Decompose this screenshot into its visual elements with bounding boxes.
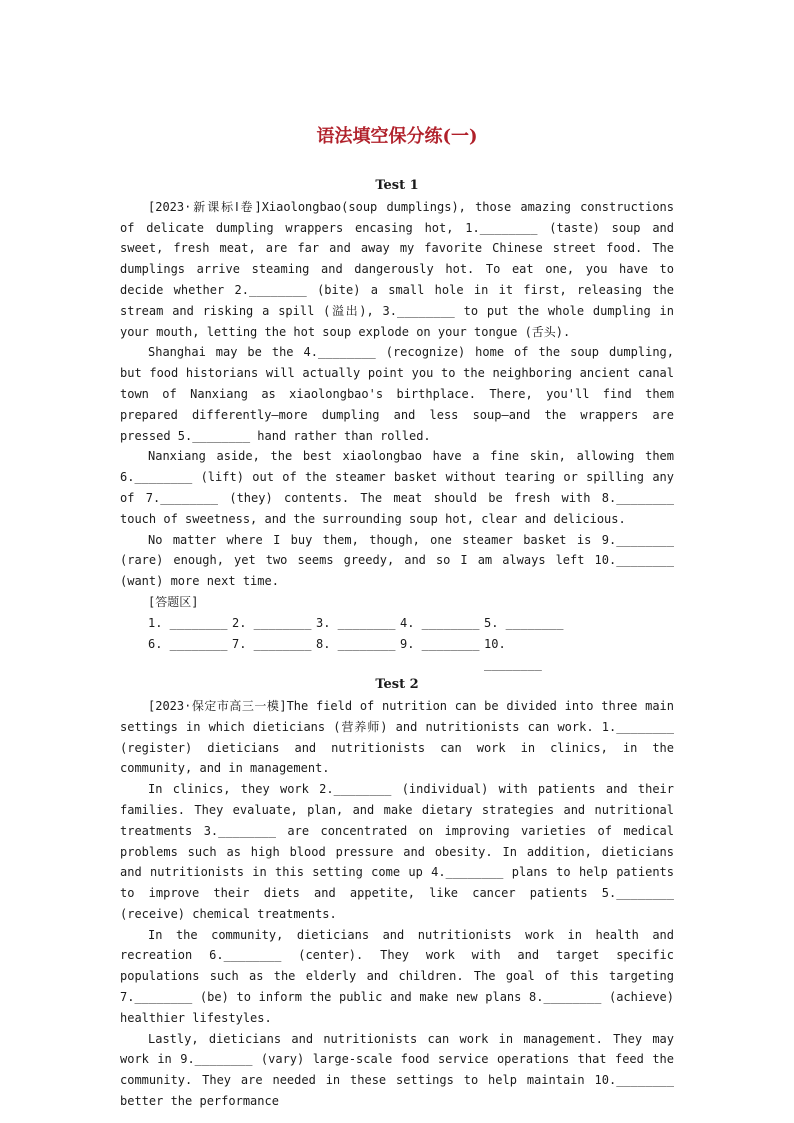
answer-blank-6[interactable]: 6. ________ — [148, 636, 228, 651]
answer-area-label: [答题区] — [148, 594, 199, 609]
test1-paragraph-2: Shanghai may be the 4.________ (recognize) home of the soup dumpling, but food historians will actually point you to the neighboring ancient canal town of Nanxiang as xiaolongbao's birthplace. There, you'll find them prepared differently—more dumpling and less soup—and the wrappers are pressed 5.________ hand rather than rolled. — [120, 345, 674, 443]
answer-blank-2[interactable]: 2. ________ — [232, 615, 312, 630]
test1-paragraph-3: Nanxiang aside, the best xiaolongbao have a fine skin, allowing them 6.________ (lift) out of the steamer basket without tearing or spilling any of 7.________ (they) contents. The meat should be fresh with 8.________ touch of sweetness, and the surrounding soup hot, clear and delicious. — [120, 449, 674, 526]
test2-paragraph-4: Lastly, dieticians and nutritionists can work in management. They may work in 9.________ (vary) large-scale food service operations that feed the community. They are needed in these settings to help maintain 10.________ better the performance — [120, 1031, 674, 1109]
test2-heading: Test 2 — [375, 677, 419, 693]
answer-blank-10[interactable]: 10. ________ — [484, 636, 542, 672]
answer-blank-5[interactable]: 5. ________ — [484, 615, 564, 630]
page-title: 语法填空保分练(一) — [316, 126, 478, 147]
answer-blank-3[interactable]: 3. ________ — [316, 615, 396, 630]
answer-row-1 — [120, 613, 674, 634]
answer-blank-9[interactable]: 9. ________ — [400, 636, 480, 651]
answer-blank-4[interactable]: 4. ________ — [400, 615, 480, 630]
answer-blank-1[interactable]: 1. ________ — [148, 615, 228, 630]
answer-row-2 — [120, 634, 674, 676]
test1-paragraph-1: [2023·新课标Ⅰ卷]Xiaolongbao(soup dumplings), those amazing constructions of delicate dumpling wrappers encasing hot, 1.________ (taste) soup and sweet, fresh meat, are far and away my favorite Chinese street food. The dumplings arrive steaming and dangerously hot. To eat one, you have to decide whether 2.________ (bite) a small hole in it first, releasing the stream and risking a spill (溢出), 3.________ to put the whole dumpling in your mouth, letting the hot soup explode on your tongue (舌头). — [120, 199, 674, 339]
test1-paragraph-4: No matter where I buy them, though, one steamer basket is 9.________ (rare) enough, yet two seems greedy, and so I am always left 10.________ (want) more next time. — [120, 532, 674, 589]
answer-blank-7[interactable]: 7. ________ — [232, 636, 312, 651]
document-body — [120, 176, 674, 1112]
test2-paragraph-1: [2023·保定市高三一模]The field of nutrition can be divided into three main settings in which dieticians (营养师) and nutritionists can work. 1.________ (register) dieticians and nutritionists can work in clinics, in the community, and in management. — [120, 698, 674, 776]
test2-paragraph-2: In clinics, they work 2.________ (individual) with patients and their families. They evaluate, plan, and make dietary strategies and nutritional treatments 3.________ are concentrated on improving varieties of medical problems such as high blood pressure and obesity. In addition, dieticians and nutritionists in this setting come up 4.________ plans to help patients to improve their diets and appetite, like cancer patients 5.________ (receive) chemical treatments. — [120, 782, 674, 921]
test1-heading: Test 1 — [375, 178, 419, 193]
answer-blank-8[interactable]: 8. ________ — [316, 636, 396, 651]
test2-paragraph-3: In the community, dieticians and nutritionists work in health and recreation 6.________ (center). They work with and target specific populations such as the elderly and children. The goal of this targeting 7.________ (be) to inform the public and make new plans 8.________ (achieve) healthier lifestyles. — [120, 927, 674, 1025]
